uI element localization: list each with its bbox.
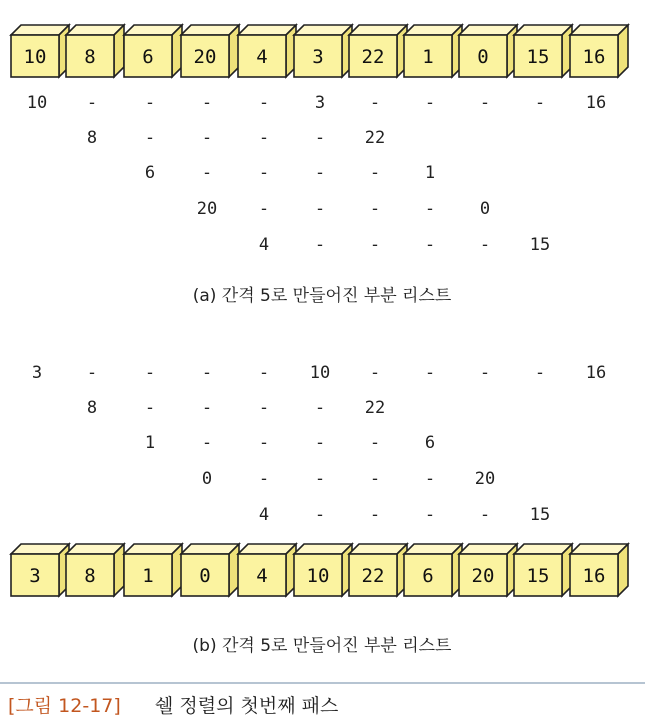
array-box	[514, 25, 572, 77]
array-box	[404, 25, 462, 77]
sublist-table-a	[27, 93, 606, 255]
gap-dash: -	[534, 93, 546, 113]
array-box	[124, 544, 182, 596]
box-value: 6	[142, 46, 154, 68]
sublist-value: 16	[585, 93, 607, 113]
array-box	[514, 544, 572, 596]
box-value: 10	[23, 46, 47, 68]
sublist-value: 22	[364, 398, 386, 418]
sublist-value: 10	[309, 363, 331, 383]
gap-dash: -	[258, 128, 270, 148]
figure-title: 쉘 정렬의 첫번째 패스	[155, 695, 339, 717]
box-side-face	[618, 544, 628, 596]
caption-b: (b) 간격 5로 만들어진 부분 리스트	[192, 636, 452, 656]
array-box	[349, 544, 407, 596]
sublist-value: 8	[86, 398, 98, 418]
box-value: 20	[471, 565, 495, 587]
sublist-value: 22	[364, 128, 386, 148]
array-box	[404, 544, 462, 596]
sublist-value: 16	[585, 363, 607, 383]
box-value: 10	[306, 565, 330, 587]
gap-dash: -	[314, 505, 326, 525]
array-box	[11, 544, 69, 596]
sublist-row	[87, 128, 385, 148]
array-box	[181, 544, 239, 596]
box-value: 22	[361, 565, 385, 587]
sublist-row	[202, 469, 495, 489]
box-value: 3	[312, 46, 324, 68]
array-box	[238, 544, 296, 596]
gap-dash: -	[424, 199, 436, 219]
array-box	[570, 544, 628, 596]
box-side-face	[618, 25, 628, 77]
sublist-value: 3	[31, 363, 43, 383]
gap-dash: -	[144, 128, 156, 148]
gap-dash: -	[369, 469, 381, 489]
array-box	[570, 25, 628, 77]
sublist-table-b	[32, 363, 606, 525]
array-box	[459, 544, 517, 596]
gap-dash: -	[201, 433, 213, 453]
box-value: 4	[256, 565, 268, 587]
gap-dash: -	[314, 235, 326, 255]
box-value: 8	[84, 46, 96, 68]
gap-dash: -	[534, 363, 546, 383]
box-value: 16	[582, 46, 606, 68]
box-value: 6	[422, 565, 434, 587]
array-box	[11, 25, 69, 77]
gap-dash: -	[369, 433, 381, 453]
box-value: 20	[193, 46, 217, 68]
box-side-face	[114, 544, 124, 596]
gap-dash: -	[369, 163, 381, 183]
sublist-value: 1	[144, 433, 156, 453]
gap-dash: -	[258, 363, 270, 383]
top-box-array	[11, 25, 628, 77]
array-box	[238, 25, 296, 77]
gap-dash: -	[144, 398, 156, 418]
sublist-value: 15	[529, 505, 551, 525]
gap-dash: -	[201, 163, 213, 183]
gap-dash: -	[314, 199, 326, 219]
sublist-value: 15	[529, 235, 551, 255]
gap-dash: -	[86, 363, 98, 383]
bottom-box-array	[11, 544, 628, 596]
box-value: 16	[582, 565, 606, 587]
gap-dash: -	[258, 398, 270, 418]
sublist-row	[27, 93, 606, 113]
gap-dash: -	[258, 163, 270, 183]
sublist-value: 6	[144, 163, 156, 183]
gap-dash: -	[479, 235, 491, 255]
box-side-face	[114, 25, 124, 77]
sublist-value: 4	[258, 235, 270, 255]
sublist-value: 8	[86, 128, 98, 148]
sublist-row	[145, 433, 435, 453]
gap-dash: -	[314, 163, 326, 183]
box-value: 15	[526, 46, 550, 68]
gap-dash: -	[424, 235, 436, 255]
box-value: 8	[84, 565, 96, 587]
gap-dash: -	[369, 93, 381, 113]
gap-dash: -	[258, 469, 270, 489]
array-box	[66, 544, 124, 596]
gap-dash: -	[369, 505, 381, 525]
gap-dash: -	[479, 93, 491, 113]
gap-dash: -	[424, 505, 436, 525]
sublist-row	[87, 398, 385, 418]
figure-label: [그림 12-17]	[8, 695, 121, 717]
gap-dash: -	[424, 93, 436, 113]
gap-dash: -	[314, 469, 326, 489]
sublist-row	[259, 505, 550, 525]
array-box	[294, 25, 352, 77]
gap-dash: -	[258, 199, 270, 219]
gap-dash: -	[258, 93, 270, 113]
sublist-value: 4	[258, 505, 270, 525]
gap-dash: -	[314, 398, 326, 418]
sublist-row	[197, 199, 490, 219]
box-value: 0	[477, 46, 489, 68]
sublist-value: 20	[474, 469, 496, 489]
gap-dash: -	[479, 505, 491, 525]
array-box	[294, 544, 352, 596]
gap-dash: -	[201, 93, 213, 113]
sublist-value: 0	[479, 199, 491, 219]
gap-dash: -	[144, 363, 156, 383]
gap-dash: -	[258, 433, 270, 453]
gap-dash: -	[201, 128, 213, 148]
gap-dash: -	[314, 433, 326, 453]
gap-dash: -	[369, 363, 381, 383]
gap-dash: -	[201, 363, 213, 383]
gap-dash: -	[369, 235, 381, 255]
sublist-row	[259, 235, 550, 255]
gap-dash: -	[201, 398, 213, 418]
gap-dash: -	[369, 199, 381, 219]
array-box	[124, 25, 182, 77]
sublist-row	[32, 363, 606, 383]
gap-dash: -	[144, 93, 156, 113]
gap-dash: -	[479, 363, 491, 383]
array-box	[349, 25, 407, 77]
box-value: 0	[199, 565, 211, 587]
gap-dash: -	[86, 93, 98, 113]
gap-dash: -	[424, 363, 436, 383]
array-box	[459, 25, 517, 77]
sublist-value: 20	[196, 199, 218, 219]
sublist-value: 1	[424, 163, 436, 183]
sublist-value: 6	[424, 433, 436, 453]
gap-dash: -	[314, 128, 326, 148]
box-value: 22	[361, 46, 385, 68]
sublist-row	[145, 163, 435, 183]
array-box	[181, 25, 239, 77]
gap-dash: -	[424, 469, 436, 489]
sublist-value: 0	[201, 469, 213, 489]
caption-a: (a) 간격 5로 만들어진 부분 리스트	[192, 286, 452, 306]
box-value: 3	[29, 565, 41, 587]
box-value: 4	[256, 46, 268, 68]
box-value: 15	[526, 565, 550, 587]
sublist-value: 10	[26, 93, 48, 113]
box-value: 1	[142, 565, 154, 587]
sublist-value: 3	[314, 93, 326, 113]
array-box	[66, 25, 124, 77]
box-value: 1	[422, 46, 434, 68]
